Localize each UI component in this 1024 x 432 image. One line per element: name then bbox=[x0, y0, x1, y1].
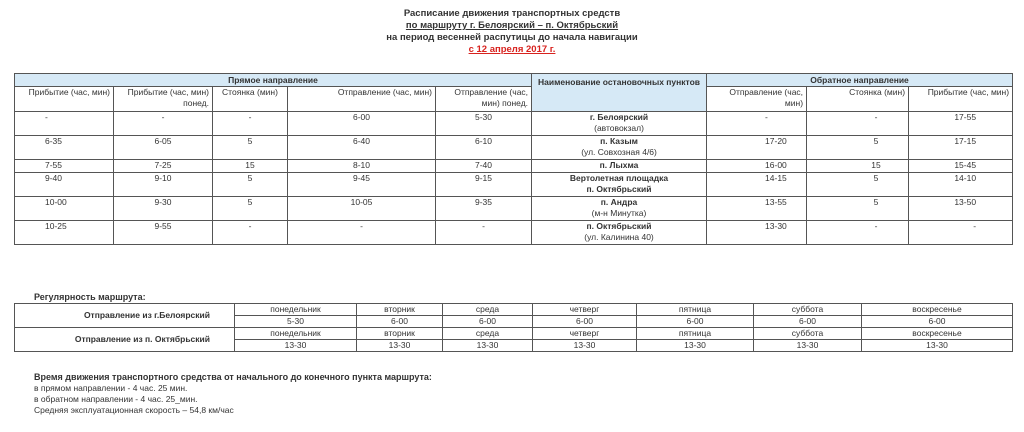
day-header: четверг bbox=[533, 328, 637, 340]
forward-cell: 6-00 bbox=[288, 112, 436, 136]
stop-address: (автовокзал) bbox=[594, 123, 644, 133]
backward-cell: 17-55 bbox=[909, 112, 1013, 136]
travel-time-forward: в прямом направлении - 4 час. 25 мин. bbox=[34, 383, 188, 393]
table-row bbox=[15, 304, 1013, 316]
departure-time: 13-30 bbox=[533, 340, 637, 352]
departure-time: 5-30 bbox=[235, 316, 357, 328]
col-header: Стоянка (мин) bbox=[213, 87, 288, 112]
stop-name-cell bbox=[532, 112, 707, 136]
departure-time: 6-00 bbox=[533, 316, 637, 328]
backward-cell: 5 bbox=[807, 136, 909, 160]
forward-cell: 10-05 bbox=[288, 197, 436, 221]
backward-cell: - bbox=[909, 221, 1013, 245]
backward-cell: 5 bbox=[807, 197, 909, 221]
day-header: вторник bbox=[357, 304, 443, 316]
forward-cell: 9-45 bbox=[288, 173, 436, 197]
backward-cell: 14-15 bbox=[707, 173, 807, 197]
table-row bbox=[15, 160, 1013, 173]
stops-header: Наименование остановочных пунктов bbox=[532, 74, 707, 112]
forward-cell: 5 bbox=[213, 173, 288, 197]
day-header: суббота bbox=[754, 328, 862, 340]
day-header: понедельник bbox=[235, 328, 357, 340]
forward-cell: 9-15 bbox=[436, 173, 532, 197]
backward-cell: 17-15 bbox=[909, 136, 1013, 160]
table-row bbox=[15, 136, 1013, 160]
forward-cell: 9-35 bbox=[436, 197, 532, 221]
stop-address: (ул. Калинина 40) bbox=[584, 232, 654, 242]
stop-name: п. Лыхма bbox=[599, 160, 639, 170]
stop-name-cell bbox=[532, 221, 707, 245]
day-header: четверг bbox=[533, 304, 637, 316]
forward-cell: 5 bbox=[213, 136, 288, 160]
col-header: Прибытие (час, мин) понед. bbox=[114, 87, 213, 112]
departure-time: 13-30 bbox=[754, 340, 862, 352]
forward-cell: 5 bbox=[213, 197, 288, 221]
backward-cell: 13-55 bbox=[707, 197, 807, 221]
timetable bbox=[14, 73, 1013, 245]
stop-address: (м-н Минутка) bbox=[591, 208, 647, 218]
forward-cell: 15 bbox=[213, 160, 288, 173]
stop-name: п. Андра bbox=[600, 197, 638, 207]
travel-time-block bbox=[34, 372, 432, 416]
forward-cell: 8-10 bbox=[288, 160, 436, 173]
departure-time: 13-30 bbox=[443, 340, 533, 352]
backward-cell: 16-00 bbox=[707, 160, 807, 173]
backward-cell: 13-50 bbox=[909, 197, 1013, 221]
stop-name: Вертолетная площадка bbox=[569, 173, 669, 183]
forward-cell: - bbox=[436, 221, 532, 245]
departure-time: 13-30 bbox=[357, 340, 443, 352]
backward-cell: - bbox=[807, 112, 909, 136]
average-speed: Средняя эксплуатационная скорость – 54,8 км/час bbox=[34, 405, 234, 415]
forward-cell: 10-00 bbox=[15, 197, 114, 221]
forward-cell: 10-25 bbox=[15, 221, 114, 245]
forward-cell: 6-05 bbox=[114, 136, 213, 160]
departure-time: 6-00 bbox=[637, 316, 754, 328]
table-row bbox=[15, 197, 1013, 221]
start-date: с 12 апреля 2017 г. bbox=[468, 44, 556, 55]
backward-cell: 5 bbox=[807, 173, 909, 197]
stop-name-cell bbox=[532, 173, 707, 197]
regularity-row-label: Отправление из г.Белоярский bbox=[15, 304, 235, 328]
backward-cell: 13-30 bbox=[707, 221, 807, 245]
forward-cell: - bbox=[213, 112, 288, 136]
departure-time: 6-00 bbox=[443, 316, 533, 328]
day-header: вторник bbox=[357, 328, 443, 340]
day-header: воскресенье bbox=[862, 304, 1013, 316]
forward-cell: - bbox=[114, 112, 213, 136]
departure-time: 6-00 bbox=[862, 316, 1013, 328]
col-header: Прибытие (час, мин) bbox=[15, 87, 114, 112]
departure-time: 13-30 bbox=[862, 340, 1013, 352]
schedule-title: Расписание движения транспортных средств bbox=[403, 8, 621, 19]
departure-time: 6-00 bbox=[357, 316, 443, 328]
forward-cell: 6-40 bbox=[288, 136, 436, 160]
col-header: Отправление (час, мин) понед. bbox=[436, 87, 532, 112]
day-header: среда bbox=[443, 304, 533, 316]
day-header: пятница bbox=[637, 304, 754, 316]
backward-cell: 15-45 bbox=[909, 160, 1013, 173]
day-header: пятница bbox=[637, 328, 754, 340]
stop-name: г. Белоярский bbox=[589, 112, 649, 122]
day-header: суббота bbox=[754, 304, 862, 316]
table-row bbox=[15, 173, 1013, 197]
table-row bbox=[15, 221, 1013, 245]
travel-time-backward: в обратном направлении - 4 час. 25_мин. bbox=[34, 394, 198, 404]
col-header: Отправление (час, мин) bbox=[707, 87, 807, 112]
backward-cell: 14-10 bbox=[909, 173, 1013, 197]
col-header: Отправление (час, мин) bbox=[288, 87, 436, 112]
table-row bbox=[15, 112, 1013, 136]
travel-time-title: Время движения транспортного средства от начального до конечного пункта маршрута: bbox=[34, 372, 432, 382]
stop-address: (ул. Совхозная 4/6) bbox=[581, 147, 657, 157]
stop-address: п. Октябрьский bbox=[586, 184, 652, 194]
regularity-row-label: Отправление из п. Октябрьский bbox=[15, 328, 235, 352]
forward-cell: 9-40 bbox=[15, 173, 114, 197]
backward-direction-header: Обратное направление bbox=[707, 74, 1013, 87]
regularity-table bbox=[14, 303, 1013, 352]
departure-time: 13-30 bbox=[235, 340, 357, 352]
stop-name: п. Октябрьский bbox=[586, 221, 652, 231]
departure-time: 13-30 bbox=[637, 340, 754, 352]
forward-cell: - bbox=[213, 221, 288, 245]
forward-cell: 9-10 bbox=[114, 173, 213, 197]
forward-cell: 7-25 bbox=[114, 160, 213, 173]
col-header: Прибытие (час, мин) bbox=[909, 87, 1013, 112]
forward-cell: 5-30 bbox=[436, 112, 532, 136]
forward-cell: 7-40 bbox=[436, 160, 532, 173]
forward-cell: 6-35 bbox=[15, 136, 114, 160]
stop-name: п. Казым bbox=[600, 136, 638, 146]
forward-cell: 9-30 bbox=[114, 197, 213, 221]
backward-cell: 15 bbox=[807, 160, 909, 173]
route-title: по маршруту г. Белоярский – п. Октябрьский bbox=[405, 20, 619, 31]
forward-cell: - bbox=[15, 112, 114, 136]
regularity-title: Регулярность маршрута: bbox=[34, 292, 146, 302]
departure-time: 6-00 bbox=[754, 316, 862, 328]
backward-cell: 17-20 bbox=[707, 136, 807, 160]
forward-cell: 9-55 bbox=[114, 221, 213, 245]
day-header: воскресенье bbox=[862, 328, 1013, 340]
col-header: Стоянка (мин) bbox=[807, 87, 909, 112]
day-header: понедельник bbox=[235, 304, 357, 316]
forward-cell: - bbox=[288, 221, 436, 245]
backward-cell: - bbox=[807, 221, 909, 245]
backward-cell: - bbox=[707, 112, 807, 136]
stop-name-cell bbox=[532, 197, 707, 221]
forward-cell: 6-10 bbox=[436, 136, 532, 160]
stop-name-cell bbox=[532, 136, 707, 160]
forward-cell: 7-55 bbox=[15, 160, 114, 173]
forward-direction-header: Прямое направление bbox=[15, 74, 532, 87]
stop-name-cell bbox=[532, 160, 707, 173]
period-title: на период весенней распутицы до начала навигации bbox=[386, 32, 638, 43]
day-header: среда bbox=[443, 328, 533, 340]
table-row bbox=[15, 328, 1013, 340]
